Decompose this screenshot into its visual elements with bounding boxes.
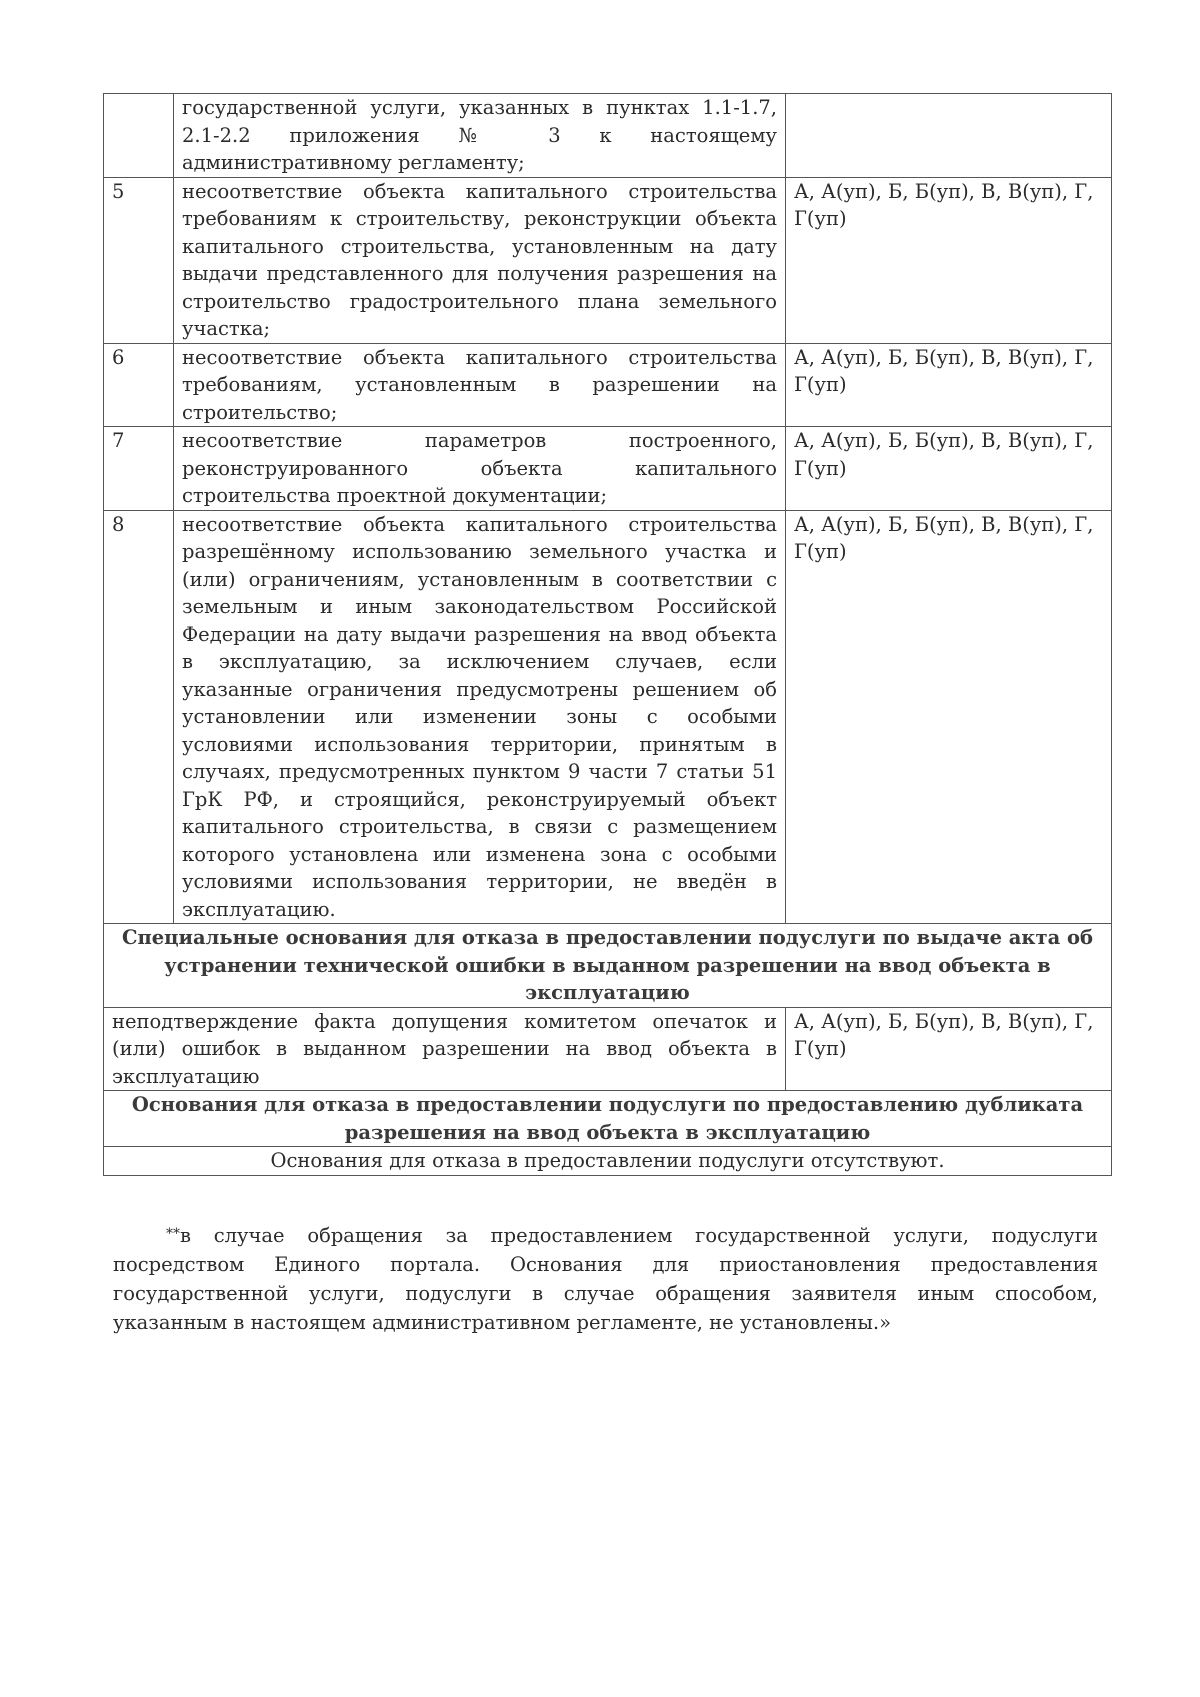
table-row (104, 510, 1112, 924)
table-row (104, 1147, 1112, 1176)
no-grounds-note: Основания для отказа в предоставлении подуслуги отсутствуют. (104, 1147, 1112, 1176)
row-text: государственной услуги, указанных в пунктах 1.1-1.7, 2.1-2.2 приложения № 3 к настоящему административному регламенту; (174, 94, 786, 178)
section-heading-row (104, 924, 1112, 1008)
table-row (104, 427, 1112, 511)
section-heading-row (104, 1091, 1112, 1147)
footnote (113, 1220, 1098, 1337)
section-heading-technical-error: Специальные основания для отказа в предоставлении подуслуги по выдаче акта об устранении технической ошибки в выданном разрешении на ввод объекта в эксплуатацию (104, 924, 1112, 1008)
row-codes: А, А(уп), Б, Б(уп), В, В(уп), Г, Г(уп) (786, 1007, 1112, 1091)
table-row (104, 1007, 1112, 1091)
row-number: 5 (104, 177, 174, 343)
row-codes: А, А(уп), Б, Б(уп), В, В(уп), Г, Г(уп) (786, 427, 1112, 511)
refusal-grounds-table (103, 93, 1112, 1176)
section-heading-duplicate: Основания для отказа в предоставлении подуслуги по предоставлению дубликата разрешения на ввод объекта в эксплуатацию (104, 1091, 1112, 1147)
row-text: несоответствие объекта капитального строительства требованиям, установленным в разрешении на строительство; (174, 343, 786, 427)
row-text: несоответствие объекта капитального строительства требованиям к строительству, реконструкции объекта капитального строительства, установленным на дату выдачи представленного для получения разрешения на строительство градостроительного плана земельного участка; (174, 177, 786, 343)
row-number: 6 (104, 343, 174, 427)
table-row (104, 94, 1112, 178)
table-row (104, 177, 1112, 343)
row-number (104, 94, 174, 178)
footnote-marker: ** (166, 1225, 180, 1242)
row-text: неподтверждение факта допущения комитетом опечаток и (или) ошибок в выданном разрешении на ввод объекта в эксплуатацию (104, 1007, 786, 1091)
row-text: несоответствие параметров построенного, реконструированного объекта капитального строительства проектной документации; (174, 427, 786, 511)
row-codes: А, А(уп), Б, Б(уп), В, В(уп), Г, Г(уп) (786, 510, 1112, 924)
table-row (104, 343, 1112, 427)
footnote-text: в случае обращения за предоставлением государственной услуги, подуслуги посредством Единого портала. Основания для приостановления предоставления государственной услуги, подуслуги в случае обращения заявителя иным способом, указанным в настоящем административном регламенте, не установлены.» (113, 1223, 1098, 1334)
row-text: несоответствие объекта капитального строительства разрешённому использованию земельного участка и (или) ограничениям, установленным в соответствии с земельным и иным законодательством Российской Федерации на дату выдачи разрешения на ввод объекта в эксплуатацию, за исключением случаев, если указанные ограничения предусмотрены решением об установлении или изменении зоны с особыми условиями использования территории, принятым в случаях, предусмотренных пунктом 9 части 7 статьи 51 ГрК РФ, и строящийся, реконструируемый объект капитального строительства, в связи с размещением которого установлена или изменена зона с особыми условиями использования территории, не введён в эксплуатацию. (174, 510, 786, 924)
row-number: 8 (104, 510, 174, 924)
row-codes: А, А(уп), Б, Б(уп), В, В(уп), Г, Г(уп) (786, 177, 1112, 343)
row-codes: А, А(уп), Б, Б(уп), В, В(уп), Г, Г(уп) (786, 343, 1112, 427)
row-codes (786, 94, 1112, 178)
row-number: 7 (104, 427, 174, 511)
